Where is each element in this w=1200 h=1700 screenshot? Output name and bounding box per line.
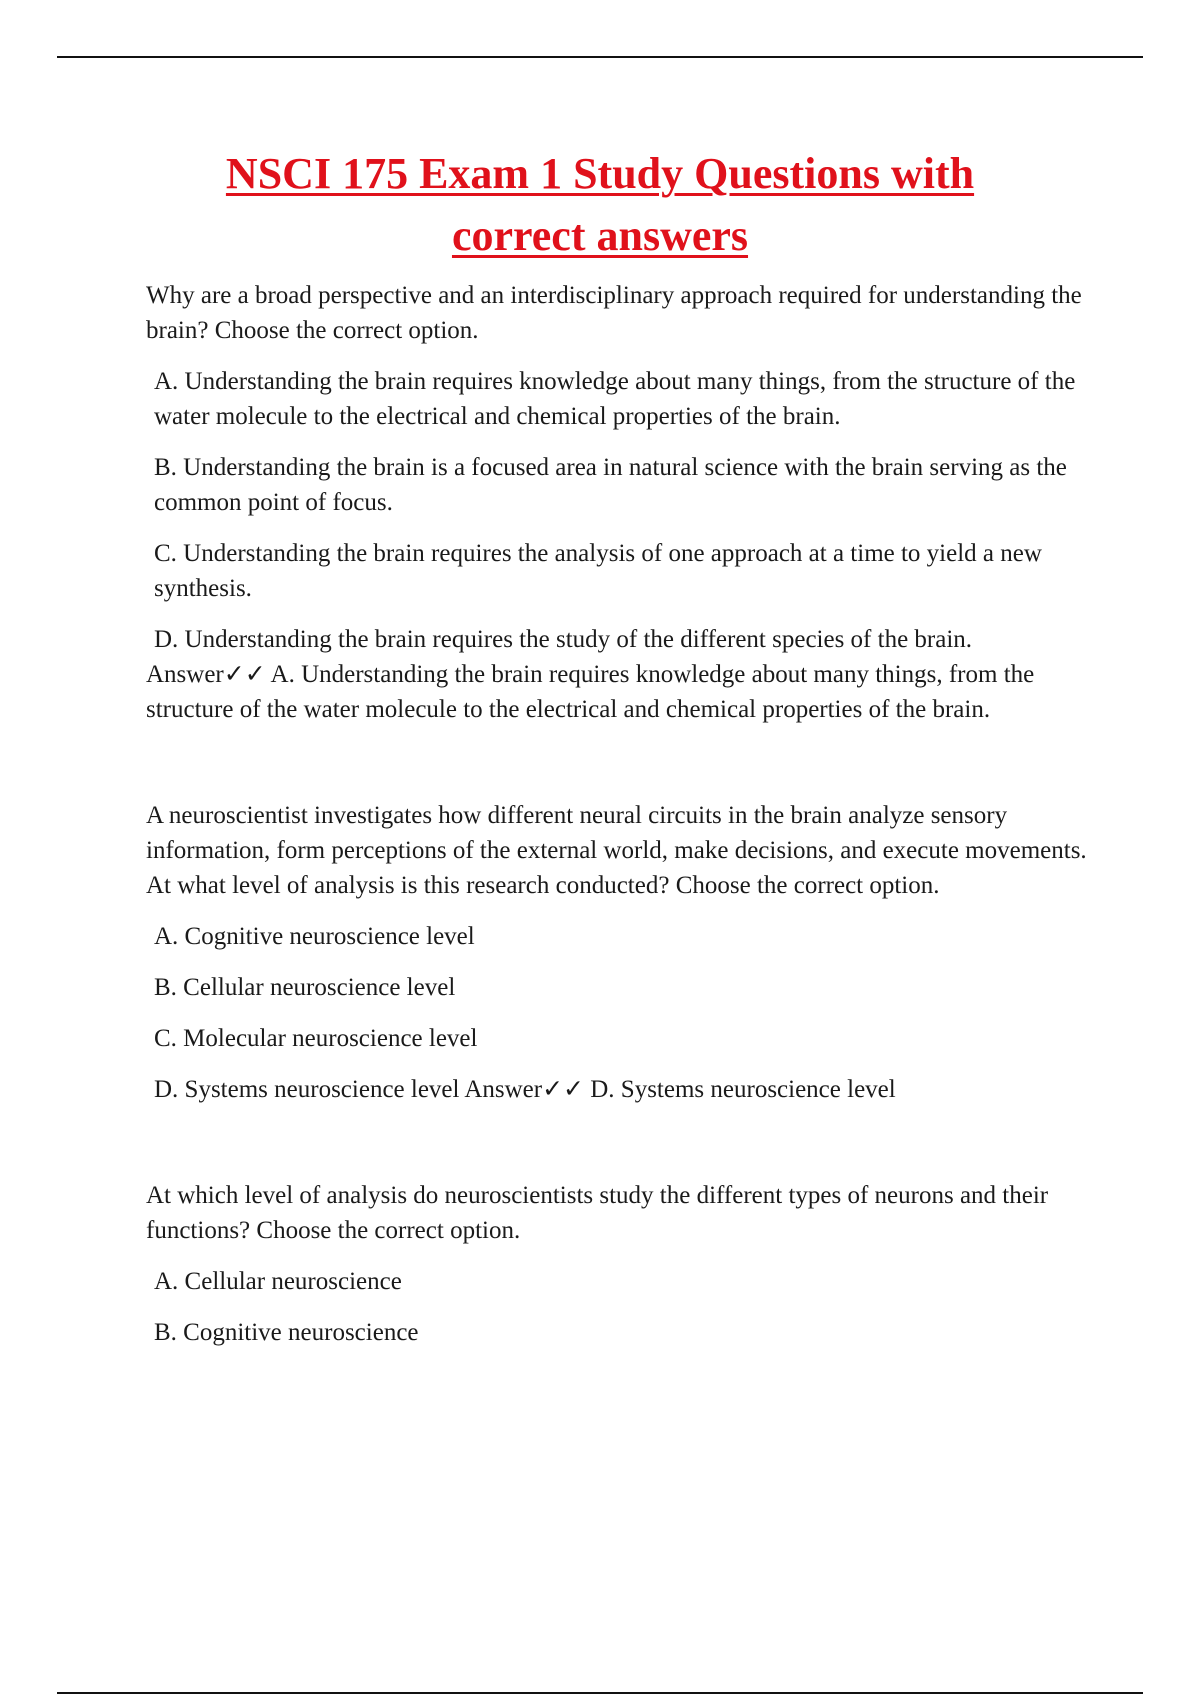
answer-option: D. Systems neuroscience level Answer✓✓ D. Systems neuroscience level xyxy=(154,1076,896,1103)
question-block xyxy=(146,1178,1096,1350)
answer-option: C. Understanding the brain requires the analysis of one approach at a time to yield a new synthesis. xyxy=(154,540,1042,602)
answer-option: A. Cellular neuroscience xyxy=(154,1268,402,1295)
answer-option: A. Cognitive neuroscience level xyxy=(154,923,475,950)
title-line-1: NSCI 175 Exam 1 Study Questions with xyxy=(225,149,975,198)
answer-option: B. Cognitive neuroscience xyxy=(154,1319,419,1346)
spacer xyxy=(146,1123,1096,1178)
answer-option: A. Understanding the brain requires knowledge about many things, from the structure of the water molecule to the electrical and chemical properties of the brain. xyxy=(154,368,1076,430)
document-body xyxy=(146,278,1096,1366)
document-title xyxy=(0,143,1200,267)
answer-option: B. Cellular neuroscience level xyxy=(154,974,456,1001)
question-prompt: A neuroscientist investigates how different neural circuits in the brain analyze sensory information, form perceptions of the external world, make decisions, and execute movements. At what level of analysis is this research conducted? Choose the correct option. xyxy=(146,802,1087,899)
bottom-rule xyxy=(57,1692,1143,1694)
question-block xyxy=(146,278,1096,727)
spacer xyxy=(146,727,1096,798)
correct-answer: Answer✓✓ A. Understanding the brain requires knowledge about many things, from the structure of the water molecule to the electrical and chemical properties of the brain. xyxy=(146,661,1035,723)
top-rule xyxy=(57,56,1143,58)
answer-option: D. Understanding the brain requires the study of the different species of the brain. xyxy=(154,626,973,653)
question-prompt: Why are a broad perspective and an interdisciplinary approach required for understanding the brain? Choose the correct option. xyxy=(146,282,1082,344)
question-block xyxy=(146,798,1096,1107)
question-prompt: At which level of analysis do neuroscientists study the different types of neurons and their functions? Choose the correct option. xyxy=(146,1182,1049,1244)
title-line-2: correct answers xyxy=(451,211,749,260)
answer-option: B. Understanding the brain is a focused area in natural science with the brain serving as the common point of focus. xyxy=(154,454,1067,516)
answer-option: C. Molecular neuroscience level xyxy=(154,1025,478,1052)
